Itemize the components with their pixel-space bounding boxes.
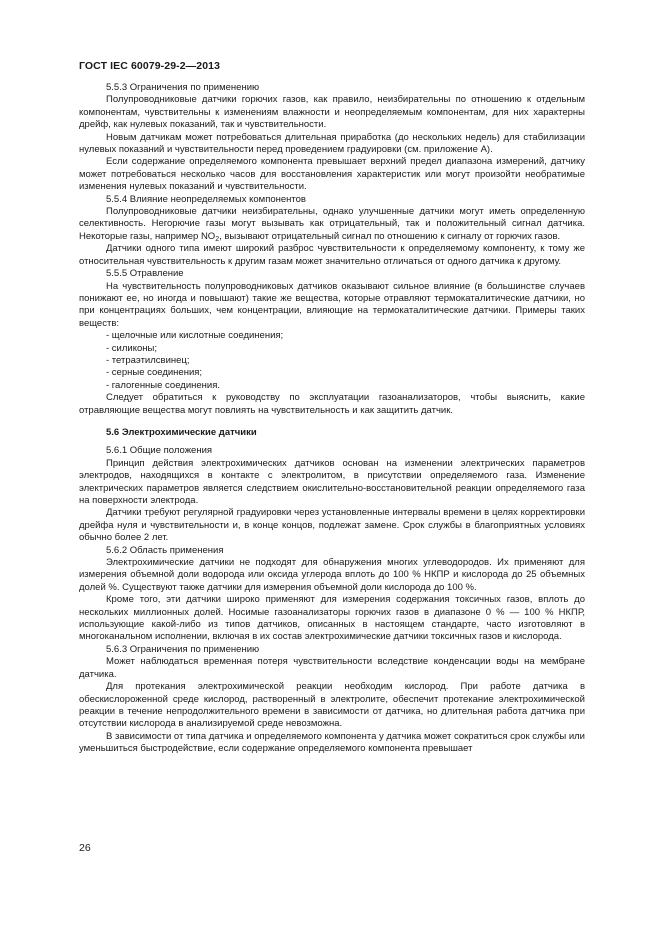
paragraph: Полупроводниковые датчики горючих газов, как правило, неизбирательны по отношению к отдельным компонентам, чувствительны к изменениям влажности и неопределяемым компонентам, для них характерны дрейф, как нулевых показаний, так и чувствительности. xyxy=(79,94,585,131)
paragraph: Кроме того, эти датчики широко применяют для измерения содержания токсичных газов, вплоть до нескольких миллионных долей. Носимые газоанализаторы горючих газов в диапазоне 0 % — 100 % НКПР, использующие какой-либо из типов датчиков, описанных в настоящем стандарте, часто изготовляют в многоканальном исполнении, включая в их состав электрохимические датчики токсичных газов и кислорода. xyxy=(79,594,585,643)
list-item: - галогенные соединения. xyxy=(106,379,220,391)
text-run: Полупроводниковые датчики неизбирательны, однако улучшенные датчики могут иметь определенную селективность. Негорючие газы могут вызывать как отрицательный, так и положительный сигнал датчика. Некоторые газы, например NO xyxy=(79,206,585,242)
page-number: 26 xyxy=(79,842,91,854)
section-5-5-4-heading: 5.5.4 Влияние неопределяемых компонентов xyxy=(106,193,306,205)
paragraph xyxy=(79,206,585,243)
paragraph: На чувствительность полупроводниковых датчиков оказывают сильное влияние (в большинстве случаев понижают ее, но иногда и повышают) такие же вещества, которые отравляют термокаталитические датчики, но при концентрациях больших, чем концентрации, влияющие на термокаталитические датчики. Примеры таких веществ: xyxy=(79,280,585,329)
list-item: - серные соединения; xyxy=(106,367,203,379)
paragraph: Новым датчикам может потребоваться длительная приработка (до нескольких недель) для стабилизации нулевых показаний и чувствительности перед проведением градуировки (см. приложение А). xyxy=(79,131,585,156)
page-body xyxy=(79,82,585,756)
list-item: - щелочные или кислотные соединения; xyxy=(106,330,284,342)
list-item: - силиконы; xyxy=(106,342,157,354)
paragraph: Принцип действия электрохимических датчиков основан на изменении электрических параметров электродов, находящихся в контакте с электролитом, в присутствии определяемого газа. Изменение электрических параметров является следствием окислительно-восстановительной реакции определяемого газа на поверхности электрода. xyxy=(79,457,585,506)
subscript: 2 xyxy=(215,235,220,243)
paragraph: Датчики требуют регулярной градуировки через установленные интервалы времени в целях корректировки дрейфа нуля и чувствительности и, в конце концов, подлежат замене. Срок службы в благоприятных условиях обычно более 2 лет. xyxy=(79,507,585,544)
paragraph: Следует обратиться к руководству по эксплуатации газоанализаторов, чтобы выяснить, какие отравляющие вещества могут повлиять на чувствительность и как защитить датчик. xyxy=(79,392,585,416)
section-5-6-heading: 5.6 Электрохимические датчики xyxy=(106,426,257,438)
document-header: ГОСТ IEC 60079-29-2—2013 xyxy=(79,60,221,72)
substance-list xyxy=(79,330,585,392)
section-5-5-5-heading: 5.5.5 Отравление xyxy=(106,268,184,280)
paragraph: Датчики одного типа имеют широкий разброс чувствительности к определяемому компоненту, к тому же относительная чувствительность к другим газам может значительно отличаться от одного датчика к другому. xyxy=(79,243,585,267)
section-5-6-3-heading: 5.6.3 Ограничения по применению xyxy=(106,643,260,655)
paragraph: В зависимости от типа датчика и определяемого компонента у датчика может сократиться срок службы или уменьшиться быстродействие, если содержание определяемого компонента превышает xyxy=(79,730,585,755)
list-item: - тетраэтилсвинец; xyxy=(106,354,190,366)
section-5-5-3-heading: 5.5.3 Ограничения по применению xyxy=(106,82,260,93)
paragraph: Для протекания электрохимической реакции необходим кислород. При работе датчика в обескислороженной среде кислород, растворенный в электролите, обеспечит протекание электрохимической реакции в течение непродолжительного времени в зависимости от датчика, но длительная работа датчика при отсутствии кислорода в анализируемой среде невозможна. xyxy=(79,681,585,730)
paragraph: Если содержание определяемого компонента превышает верхний предел диапазона измерений, датчику может потребоваться несколько часов для восстановления характеристик или могут произойти необратимые изменения нулевых показаний и чувствительности. xyxy=(79,156,585,193)
section-5-6-1-heading: 5.6.1 Общие положения xyxy=(106,445,213,457)
paragraph: Может наблюдаться временная потеря чувствительности вследствие конденсации воды на мембране датчика. xyxy=(79,656,585,680)
section-5-6-2-heading: 5.6.2 Область применения xyxy=(106,544,224,556)
paragraph: Электрохимические датчики не подходят для обнаружения многих углеводородов. Их применяют для измерения объемной доли водорода или оксида углерода вплоть до 100 % НКПР и кислорода до 25 объемных долей %. Существуют также датчики для измерения объемной доли кислорода до 100 %. xyxy=(79,557,585,593)
text-run: , вызывают отрицательный сигнал по отношению к сигналу от горючих газов. xyxy=(219,230,561,242)
